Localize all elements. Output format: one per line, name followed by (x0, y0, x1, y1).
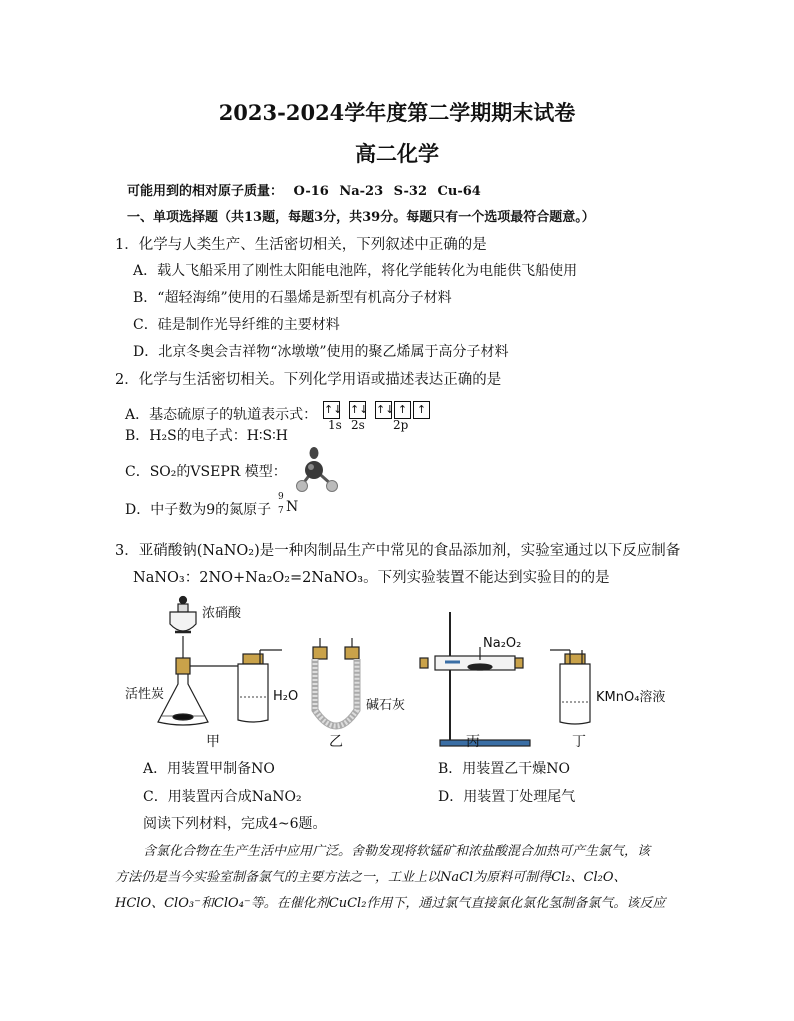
label-conc-nitric: 浓硝酸 (202, 606, 242, 621)
q3-stem-line1: 3．亚硝酸钠(NaNO₂)是一种肉制品生产中常见的食品添加剂，实验室通过以下反应制备 (115, 543, 681, 559)
exam-title: 2023-2024学年度第二学期期末试卷 (218, 100, 576, 125)
orbital-label-1s: 1s (328, 418, 342, 432)
nuclide-atomic-number: 7 (278, 506, 284, 516)
apparatus-bing (420, 612, 530, 746)
q1-option-c: C．硅是制作光导纤维的主要材料 (133, 317, 340, 333)
orbital-box: ↑ (413, 401, 430, 419)
reading-line3: HClO、ClO₃⁻和ClO₄⁻等。在催化剂CuCl₂作用下，通过氯气直接氯化氯化氢制备氯气。该反应 (115, 896, 666, 911)
nuclide-mass-number: 9 (278, 492, 284, 502)
caption-yi: 乙 (329, 734, 343, 750)
vsepr-model-image (290, 443, 350, 498)
q3-option-b: B．用装置乙干燥NO (438, 761, 571, 777)
q2-option-c: C．SO₂的VSEPR 模型： (125, 464, 287, 480)
orbital-diagram (323, 398, 432, 419)
apparatus-ding (550, 650, 590, 724)
caption-bing: 丙 (466, 734, 480, 750)
q2-stem: 2．化学与生活密切相关。下列化学用语或描述表达正确的是 (115, 372, 502, 388)
atomic-masses: 可能用到的相对原子质量： O-16 Na-23 S-32 Cu-64 (127, 184, 481, 199)
label-soda-lime: 碱石灰 (366, 698, 406, 713)
orbital-box: ↑↓ (349, 401, 366, 419)
orbital-box: ↑ (394, 401, 411, 419)
q2-option-a: A．基态硫原子的轨道表示式： (125, 407, 318, 423)
orbital-box: ↑↓ (323, 401, 340, 419)
q2-option-d: D．中子数为9的氮原子 (125, 502, 272, 518)
reading-line2: 方法仍是当今实验室制备氯气的主要方法之一，工业上以NaCl为原料可制得Cl₂、Cl₂O、 (115, 870, 627, 885)
label-h2o: H₂O (273, 689, 299, 704)
q1-option-b: B．“超轻海绵”使用的石墨烯是新型有机高分子材料 (133, 290, 452, 306)
orbital-label-2p: 2p (393, 418, 409, 432)
caption-jia: 甲 (206, 734, 220, 750)
label-na2o2: Na₂O₂ (483, 636, 522, 651)
apparatus-figure (120, 592, 660, 752)
label-kmno4: KMnO₄溶液 (596, 690, 666, 705)
q1-option-d: D．北京冬奥会吉祥物“冰墩墩”使用的聚乙烯属于高分子材料 (133, 344, 509, 360)
caption-ding: 丁 (572, 734, 586, 750)
q1-option-a: A．载人飞船采用了刚性太阳能电池阵，将化学能转化为电能供飞船使用 (133, 263, 578, 279)
q3-option-d: D．用装置丁处理尾气 (438, 789, 576, 805)
q3-stem-line2: NaNO₃：2NO+Na₂O₂=2NaNO₃。下列实验装置不能达到实验目的的是 (133, 570, 610, 586)
nuclide-symbol: N (286, 499, 299, 515)
q3-option-c: C．用装置丙合成NaNO₂ (143, 789, 302, 805)
orbital-box: ↑↓ (375, 401, 392, 419)
label-charcoal: 活性炭 (125, 687, 165, 702)
q1-stem: 1．化学与人类生产、生活密切相关，下列叙述中正确的是 (115, 237, 487, 253)
subject-title: 高二化学 (355, 141, 439, 166)
apparatus-yi (313, 638, 359, 726)
section-heading: 一、单项选择题（共13题，每题3分，共39分。每题只有一个选项最符合题意。） (127, 210, 595, 225)
q3-option-a: A．用装置甲制备NO (143, 761, 275, 777)
reading-intro: 阅读下列材料，完成4~6题。 (143, 816, 327, 832)
orbital-label-2s: 2s (351, 418, 365, 432)
q2-option-b: B．H₂S的电子式：H∶S∶H (125, 428, 288, 444)
reading-line1: 含氯化合物在生产生活中应用广泛。舍勒发现将软锰矿和浓盐酸混合加热可产生氯气，该 (143, 844, 651, 859)
